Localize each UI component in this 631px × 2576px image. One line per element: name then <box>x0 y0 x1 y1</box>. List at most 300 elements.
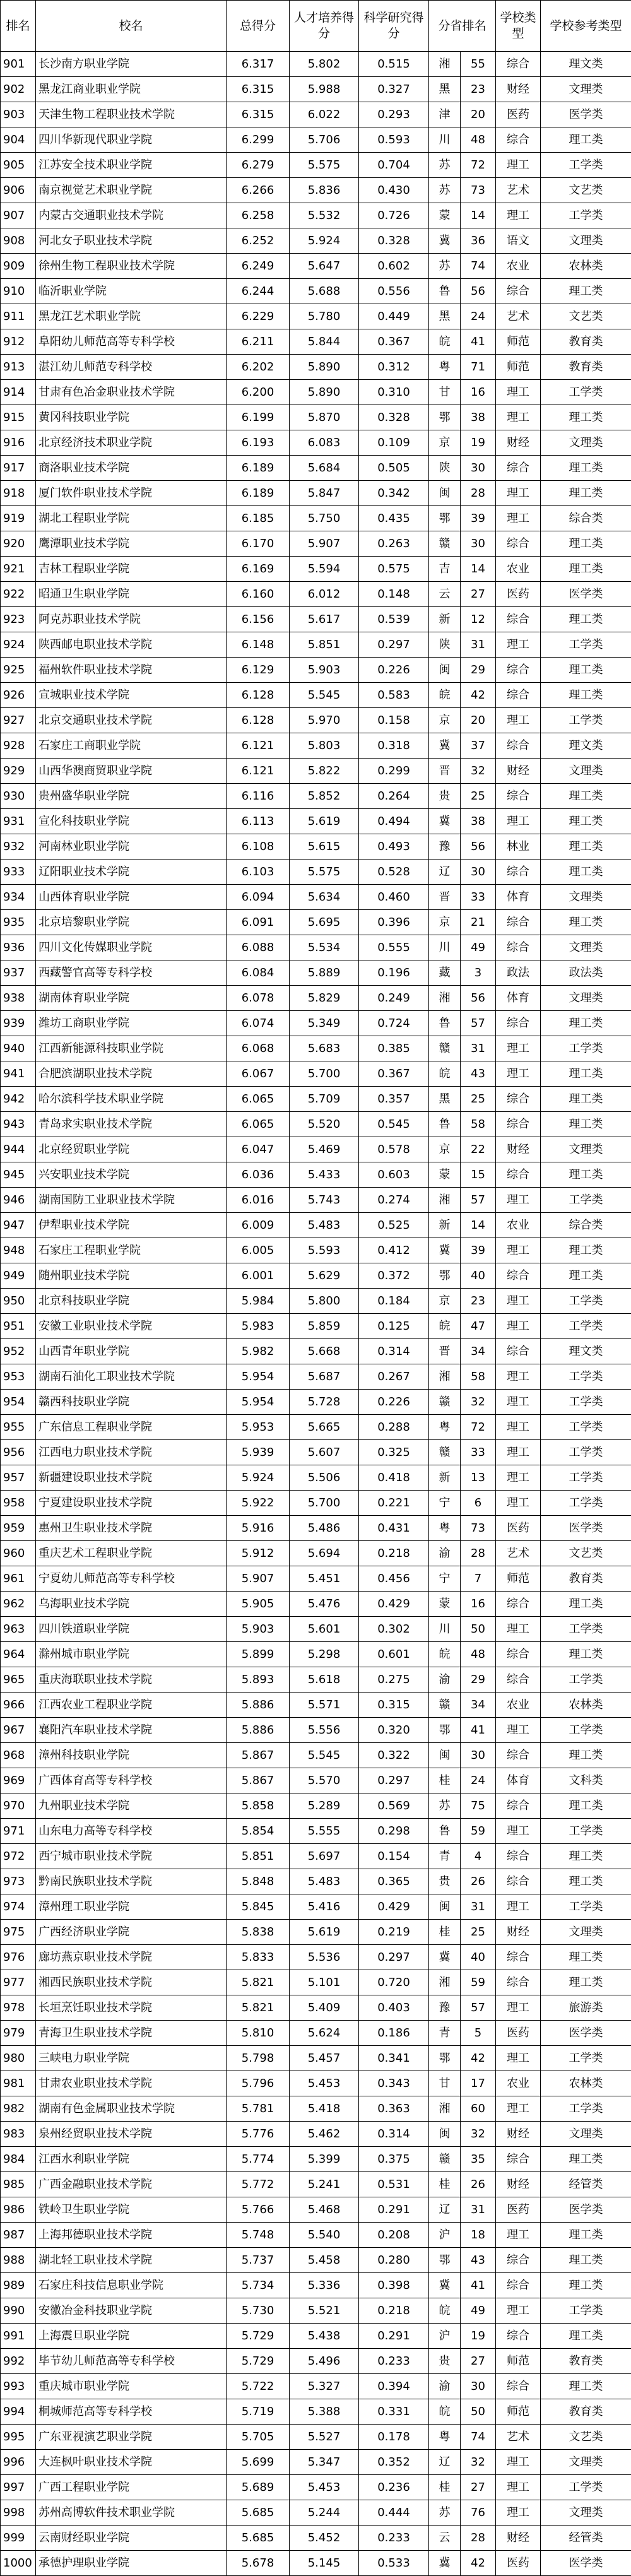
cell-school-name: 南京视觉艺术职业学院 <box>36 178 227 203</box>
cell-rank: 985 <box>1 2172 36 2197</box>
cell-rank: 958 <box>1 1491 36 1516</box>
cell-ref-type: 医学类 <box>541 102 631 127</box>
cell-province-rank: 26 <box>461 1869 496 1894</box>
cell-talent-score: 5.970 <box>290 708 359 733</box>
cell-province-rank: 25 <box>461 784 496 809</box>
table-row <box>1 531 631 557</box>
cell-total-score: 5.796 <box>227 2071 290 2096</box>
table-row <box>1 304 631 329</box>
cell-research-score: 0.322 <box>359 1743 429 1768</box>
cell-province: 湘 <box>429 986 461 1011</box>
cell-province: 甘 <box>429 380 461 405</box>
cell-school-name: 黑龙江商业职业学院 <box>36 77 227 102</box>
cell-research-score: 0.367 <box>359 1061 429 1087</box>
cell-province-rank: 58 <box>461 1112 496 1137</box>
cell-ref-type: 工学类 <box>541 380 631 405</box>
cell-school-name: 天津生物工程职业技术学院 <box>36 102 227 127</box>
table-row <box>1 582 631 607</box>
cell-research-score: 0.569 <box>359 1793 429 1819</box>
cell-rank: 946 <box>1 1188 36 1213</box>
cell-school-type: 综合 <box>496 1743 541 1768</box>
cell-province-rank: 6 <box>461 1491 496 1516</box>
cell-research-score: 0.327 <box>359 77 429 102</box>
cell-talent-score: 5.890 <box>290 380 359 405</box>
cell-talent-score: 5.536 <box>290 1945 359 1970</box>
cell-rank: 939 <box>1 1011 36 1036</box>
cell-total-score: 5.854 <box>227 1819 290 1844</box>
header-ref-type: 学校参考类型 <box>541 1 631 52</box>
cell-total-score: 5.984 <box>227 1289 290 1314</box>
table-row <box>1 203 631 228</box>
cell-school-type: 理工 <box>496 2500 541 2526</box>
cell-ref-type: 旅游类 <box>541 1995 631 2021</box>
cell-talent-score: 5.575 <box>290 153 359 178</box>
cell-province-rank: 55 <box>461 52 496 77</box>
cell-research-score: 0.318 <box>359 733 429 759</box>
cell-school-name: 宣化科技职业学院 <box>36 809 227 834</box>
cell-total-score: 6.065 <box>227 1112 290 1137</box>
cell-total-score: 5.903 <box>227 1617 290 1642</box>
cell-province: 冀 <box>429 1945 461 1970</box>
table-row <box>1 1793 631 1819</box>
cell-school-type: 理工 <box>496 1415 541 1440</box>
cell-research-score: 0.314 <box>359 2122 429 2147</box>
cell-school-name: 宣城职业技术学院 <box>36 683 227 708</box>
cell-research-score: 0.602 <box>359 254 429 279</box>
cell-school-type: 财经 <box>496 1920 541 1945</box>
cell-school-name: 重庆海联职业技术学院 <box>36 1667 227 1693</box>
cell-school-type: 医药 <box>496 2021 541 2046</box>
cell-province: 桂 <box>429 2475 461 2500</box>
cell-talent-score: 5.629 <box>290 1263 359 1289</box>
cell-province: 蒙 <box>429 1592 461 1617</box>
cell-province: 鄂 <box>429 1263 461 1289</box>
cell-school-name: 阿克苏职业技术学院 <box>36 607 227 632</box>
cell-province-rank: 72 <box>461 1415 496 1440</box>
table-row <box>1 1995 631 2021</box>
cell-school-name: 临沂职业学院 <box>36 279 227 304</box>
cell-talent-score: 5.399 <box>290 2147 359 2172</box>
cell-ref-type: 经管类 <box>541 2172 631 2197</box>
cell-school-name: 湖南国防工业职业技术学院 <box>36 1188 227 1213</box>
cell-school-type: 综合 <box>496 1945 541 1970</box>
cell-school-name: 九州职业技术学院 <box>36 1793 227 1819</box>
cell-school-name: 泉州经贸职业技术学院 <box>36 2122 227 2147</box>
cell-rank: 944 <box>1 1137 36 1162</box>
cell-total-score: 6.074 <box>227 1011 290 1036</box>
table-row <box>1 1667 631 1693</box>
cell-ref-type: 工学类 <box>541 1894 631 1920</box>
cell-research-score: 0.367 <box>359 329 429 355</box>
cell-province: 闽 <box>429 2122 461 2147</box>
header-rank: 排名 <box>1 1 36 52</box>
table-row <box>1 52 631 77</box>
cell-research-score: 0.315 <box>359 1693 429 1718</box>
table-row <box>1 2071 631 2096</box>
cell-school-type: 政法 <box>496 960 541 986</box>
cell-rank: 989 <box>1 2273 36 2298</box>
cell-province: 皖 <box>429 2298 461 2324</box>
cell-rank: 988 <box>1 2248 36 2273</box>
cell-talent-score: 6.012 <box>290 582 359 607</box>
cell-total-score: 6.036 <box>227 1162 290 1188</box>
cell-rank: 964 <box>1 1642 36 1667</box>
cell-talent-score: 5.851 <box>290 632 359 658</box>
cell-research-score: 0.418 <box>359 1465 429 1491</box>
cell-province: 辽 <box>429 2197 461 2223</box>
cell-province: 青 <box>429 2021 461 2046</box>
cell-ref-type: 理工类 <box>541 2223 631 2248</box>
cell-total-score: 5.685 <box>227 2500 290 2526</box>
cell-total-score: 5.776 <box>227 2122 290 2147</box>
cell-talent-score: 5.438 <box>290 2324 359 2349</box>
table-body <box>1 52 631 2576</box>
cell-province-rank: 43 <box>461 2248 496 2273</box>
cell-total-score: 5.689 <box>227 2475 290 2500</box>
cell-school-type: 理工 <box>496 2046 541 2071</box>
table-row <box>1 1087 631 1112</box>
cell-province: 鲁 <box>429 1011 461 1036</box>
cell-total-score: 5.766 <box>227 2197 290 2223</box>
cell-province-rank: 23 <box>461 1289 496 1314</box>
cell-province: 豫 <box>429 1995 461 2021</box>
cell-rank: 991 <box>1 2324 36 2349</box>
cell-talent-score: 5.496 <box>290 2349 359 2374</box>
cell-school-name: 贵州盛华职业学院 <box>36 784 227 809</box>
cell-province: 沪 <box>429 2324 461 2349</box>
table-row <box>1 1036 631 1061</box>
cell-research-score: 0.249 <box>359 986 429 1011</box>
cell-ref-type: 工学类 <box>541 203 631 228</box>
cell-school-type: 综合 <box>496 860 541 885</box>
cell-province-rank: 35 <box>461 2147 496 2172</box>
cell-total-score: 6.185 <box>227 506 290 531</box>
cell-province-rank: 57 <box>461 1011 496 1036</box>
table-row <box>1 2349 631 2374</box>
cell-total-score: 6.266 <box>227 178 290 203</box>
table-row <box>1 1213 631 1238</box>
cell-ref-type: 工学类 <box>541 1617 631 1642</box>
cell-talent-score: 5.593 <box>290 1238 359 1263</box>
cell-province: 宁 <box>429 1566 461 1592</box>
cell-total-score: 5.924 <box>227 1465 290 1491</box>
table-row <box>1 1491 631 1516</box>
cell-rank: 978 <box>1 1995 36 2021</box>
cell-school-type: 医药 <box>496 2197 541 2223</box>
cell-total-score: 5.734 <box>227 2273 290 2298</box>
cell-school-type: 理工 <box>496 1289 541 1314</box>
cell-total-score: 5.912 <box>227 1541 290 1566</box>
cell-school-type: 财经 <box>496 1137 541 1162</box>
table-row <box>1 1112 631 1137</box>
cell-school-name: 宁夏建设职业技术学院 <box>36 1491 227 1516</box>
cell-total-score: 5.983 <box>227 1314 290 1339</box>
cell-rank: 943 <box>1 1112 36 1137</box>
cell-research-score: 0.226 <box>359 658 429 683</box>
cell-research-score: 0.233 <box>359 2526 429 2551</box>
cell-total-score: 6.315 <box>227 102 290 127</box>
cell-province: 鲁 <box>429 279 461 304</box>
cell-province-rank: 29 <box>461 1667 496 1693</box>
cell-total-score: 5.748 <box>227 2223 290 2248</box>
cell-school-type: 理工 <box>496 2096 541 2122</box>
cell-talent-score: 5.298 <box>290 1642 359 1667</box>
table-row <box>1 935 631 960</box>
cell-rank: 904 <box>1 127 36 153</box>
cell-research-score: 0.186 <box>359 2021 429 2046</box>
header-school-type: 学校类型 <box>496 1 541 52</box>
table-row <box>1 784 631 809</box>
cell-ref-type: 工学类 <box>541 2298 631 2324</box>
cell-total-score: 5.907 <box>227 1566 290 1592</box>
cell-research-score: 0.302 <box>359 1617 429 1642</box>
cell-talent-score: 5.327 <box>290 2374 359 2399</box>
table-row <box>1 2324 631 2349</box>
cell-province-rank: 49 <box>461 2298 496 2324</box>
cell-total-score: 6.129 <box>227 658 290 683</box>
cell-talent-score: 5.706 <box>290 127 359 153</box>
cell-school-type: 财经 <box>496 430 541 456</box>
cell-rank: 931 <box>1 809 36 834</box>
cell-total-score: 6.094 <box>227 885 290 910</box>
cell-ref-type: 文理类 <box>541 2450 631 2475</box>
cell-total-score: 6.202 <box>227 355 290 380</box>
cell-total-score: 6.121 <box>227 733 290 759</box>
cell-research-score: 0.545 <box>359 1112 429 1137</box>
cell-research-score: 0.556 <box>359 279 429 304</box>
table-row <box>1 1440 631 1465</box>
cell-province: 冀 <box>429 2551 461 2576</box>
cell-talent-score: 5.700 <box>290 1061 359 1087</box>
cell-talent-score: 5.700 <box>290 1491 359 1516</box>
cell-province-rank: 24 <box>461 1768 496 1793</box>
table-row <box>1 228 631 254</box>
cell-talent-score: 5.802 <box>290 52 359 77</box>
cell-province: 晋 <box>429 759 461 784</box>
cell-rank: 986 <box>1 2197 36 2223</box>
table-row <box>1 960 631 986</box>
cell-province-rank: 59 <box>461 1970 496 1995</box>
cell-province: 黑 <box>429 77 461 102</box>
cell-province: 粤 <box>429 355 461 380</box>
cell-research-score: 0.208 <box>359 2223 429 2248</box>
cell-total-score: 5.899 <box>227 1642 290 1667</box>
cell-rank: 969 <box>1 1768 36 1793</box>
cell-school-name: 北京培黎职业学院 <box>36 910 227 935</box>
cell-province-rank: 39 <box>461 506 496 531</box>
cell-school-name: 江西电力职业技术学院 <box>36 1440 227 1465</box>
cell-talent-score: 5.619 <box>290 809 359 834</box>
table-row <box>1 2399 631 2425</box>
cell-rank: 948 <box>1 1238 36 1263</box>
cell-province-rank: 31 <box>461 1894 496 1920</box>
table-row <box>1 2197 631 2223</box>
cell-rank: 918 <box>1 481 36 506</box>
table-row <box>1 632 631 658</box>
cell-ref-type: 工学类 <box>541 1440 631 1465</box>
cell-talent-score: 5.545 <box>290 683 359 708</box>
cell-school-type: 理工 <box>496 2475 541 2500</box>
cell-province: 闽 <box>429 658 461 683</box>
cell-province: 粤 <box>429 1516 461 1541</box>
cell-school-name: 山西青年职业学院 <box>36 1339 227 1364</box>
cell-province-rank: 42 <box>461 683 496 708</box>
cell-province: 鄂 <box>429 2046 461 2071</box>
cell-province-rank: 14 <box>461 203 496 228</box>
cell-ref-type: 理工类 <box>541 279 631 304</box>
cell-research-score: 0.293 <box>359 102 429 127</box>
cell-talent-score: 5.556 <box>290 1718 359 1743</box>
cell-total-score: 5.954 <box>227 1390 290 1415</box>
cell-school-name: 昭通卫生职业学院 <box>36 582 227 607</box>
cell-ref-type: 理工类 <box>541 1112 631 1137</box>
cell-rank: 975 <box>1 1920 36 1945</box>
cell-research-score: 0.531 <box>359 2172 429 2197</box>
cell-talent-score: 5.907 <box>290 531 359 557</box>
cell-total-score: 5.916 <box>227 1516 290 1541</box>
cell-province: 京 <box>429 1289 461 1314</box>
cell-school-type: 综合 <box>496 1263 541 1289</box>
cell-school-name: 江西水利职业学院 <box>36 2147 227 2172</box>
cell-ref-type: 理工类 <box>541 607 631 632</box>
cell-research-score: 0.533 <box>359 2551 429 2576</box>
table-row <box>1 1743 631 1768</box>
cell-school-type: 体育 <box>496 986 541 1011</box>
cell-school-type: 体育 <box>496 885 541 910</box>
cell-school-name: 山西体育职业学院 <box>36 885 227 910</box>
cell-school-name: 阜阳幼儿师范高等专科学校 <box>36 329 227 355</box>
cell-talent-score: 5.289 <box>290 1793 359 1819</box>
cell-ref-type: 教育类 <box>541 2399 631 2425</box>
table-row <box>1 2500 631 2526</box>
table-row <box>1 759 631 784</box>
cell-rank: 983 <box>1 2122 36 2147</box>
cell-school-type: 综合 <box>496 456 541 481</box>
cell-research-score: 0.184 <box>359 1289 429 1314</box>
cell-rank: 992 <box>1 2349 36 2374</box>
cell-talent-score: 5.668 <box>290 1339 359 1364</box>
table-row <box>1 1314 631 1339</box>
cell-province-rank: 25 <box>461 1920 496 1945</box>
cell-talent-score: 5.241 <box>290 2172 359 2197</box>
cell-school-type: 综合 <box>496 1087 541 1112</box>
cell-total-score: 6.189 <box>227 481 290 506</box>
cell-total-score: 5.867 <box>227 1768 290 1793</box>
cell-school-type: 医药 <box>496 102 541 127</box>
cell-talent-score: 5.469 <box>290 1137 359 1162</box>
table-row <box>1 809 631 834</box>
cell-talent-score: 5.687 <box>290 1364 359 1390</box>
cell-research-score: 0.267 <box>359 1364 429 1390</box>
cell-research-score: 0.403 <box>359 1995 429 2021</box>
cell-province: 桂 <box>429 1768 461 1793</box>
cell-rank: 990 <box>1 2298 36 2324</box>
cell-province-rank: 32 <box>461 1390 496 1415</box>
cell-rank: 915 <box>1 405 36 430</box>
cell-rank: 923 <box>1 607 36 632</box>
cell-total-score: 6.279 <box>227 153 290 178</box>
cell-rank: 982 <box>1 2096 36 2122</box>
cell-total-score: 5.893 <box>227 1667 290 1693</box>
cell-ref-type: 理工类 <box>541 1087 631 1112</box>
cell-ref-type: 教育类 <box>541 355 631 380</box>
cell-talent-score: 5.506 <box>290 1465 359 1491</box>
cell-ref-type: 理工类 <box>541 557 631 582</box>
cell-school-type: 综合 <box>496 1112 541 1137</box>
cell-province: 苏 <box>429 153 461 178</box>
cell-rank: 911 <box>1 304 36 329</box>
table-row <box>1 2248 631 2273</box>
cell-rank: 908 <box>1 228 36 254</box>
cell-rank: 952 <box>1 1339 36 1364</box>
cell-school-type: 师范 <box>496 329 541 355</box>
header-school-name: 校名 <box>36 1 227 52</box>
table-row <box>1 607 631 632</box>
cell-province-rank: 38 <box>461 809 496 834</box>
cell-total-score: 6.067 <box>227 1061 290 1087</box>
cell-talent-score: 5.101 <box>290 1970 359 1995</box>
cell-school-type: 理工 <box>496 632 541 658</box>
cell-research-score: 0.444 <box>359 2500 429 2526</box>
cell-rank: 966 <box>1 1693 36 1718</box>
cell-research-score: 0.331 <box>359 2399 429 2425</box>
cell-talent-score: 5.709 <box>290 1087 359 1112</box>
cell-ref-type: 工学类 <box>541 1314 631 1339</box>
cell-research-score: 0.429 <box>359 1592 429 1617</box>
cell-province-rank: 20 <box>461 102 496 127</box>
cell-talent-score: 5.540 <box>290 2223 359 2248</box>
cell-province-rank: 60 <box>461 2096 496 2122</box>
cell-research-score: 0.221 <box>359 1491 429 1516</box>
cell-talent-score: 5.836 <box>290 178 359 203</box>
cell-province-rank: 31 <box>461 1036 496 1061</box>
cell-province-rank: 30 <box>461 860 496 885</box>
cell-province: 津 <box>429 102 461 127</box>
cell-rank: 901 <box>1 52 36 77</box>
cell-province: 皖 <box>429 1642 461 1667</box>
cell-talent-score: 5.534 <box>290 935 359 960</box>
cell-province: 新 <box>429 607 461 632</box>
cell-talent-score: 5.462 <box>290 2122 359 2147</box>
cell-school-name: 甘肃有色冶金职业技术学院 <box>36 380 227 405</box>
cell-ref-type: 工学类 <box>541 1289 631 1314</box>
cell-talent-score: 5.695 <box>290 910 359 935</box>
cell-talent-score: 5.451 <box>290 1566 359 1592</box>
cell-total-score: 5.719 <box>227 2399 290 2425</box>
cell-rank: 1000 <box>1 2551 36 2576</box>
cell-rank: 902 <box>1 77 36 102</box>
cell-province-rank: 74 <box>461 2425 496 2450</box>
cell-school-name: 广西体育高等专科学校 <box>36 1768 227 1793</box>
table-row <box>1 683 631 708</box>
cell-province-rank: 14 <box>461 1213 496 1238</box>
table-row <box>1 77 631 102</box>
cell-province-rank: 19 <box>461 430 496 456</box>
cell-rank: 977 <box>1 1970 36 1995</box>
cell-rank: 905 <box>1 153 36 178</box>
cell-talent-score: 5.388 <box>290 2399 359 2425</box>
cell-talent-score: 5.532 <box>290 203 359 228</box>
cell-province-rank: 42 <box>461 2046 496 2071</box>
cell-province-rank: 22 <box>461 1137 496 1162</box>
cell-research-score: 0.528 <box>359 860 429 885</box>
cell-talent-score: 5.416 <box>290 1894 359 1920</box>
cell-province: 川 <box>429 127 461 153</box>
cell-province: 苏 <box>429 178 461 203</box>
cell-province-rank: 50 <box>461 1617 496 1642</box>
cell-total-score: 6.121 <box>227 759 290 784</box>
cell-rank: 921 <box>1 557 36 582</box>
